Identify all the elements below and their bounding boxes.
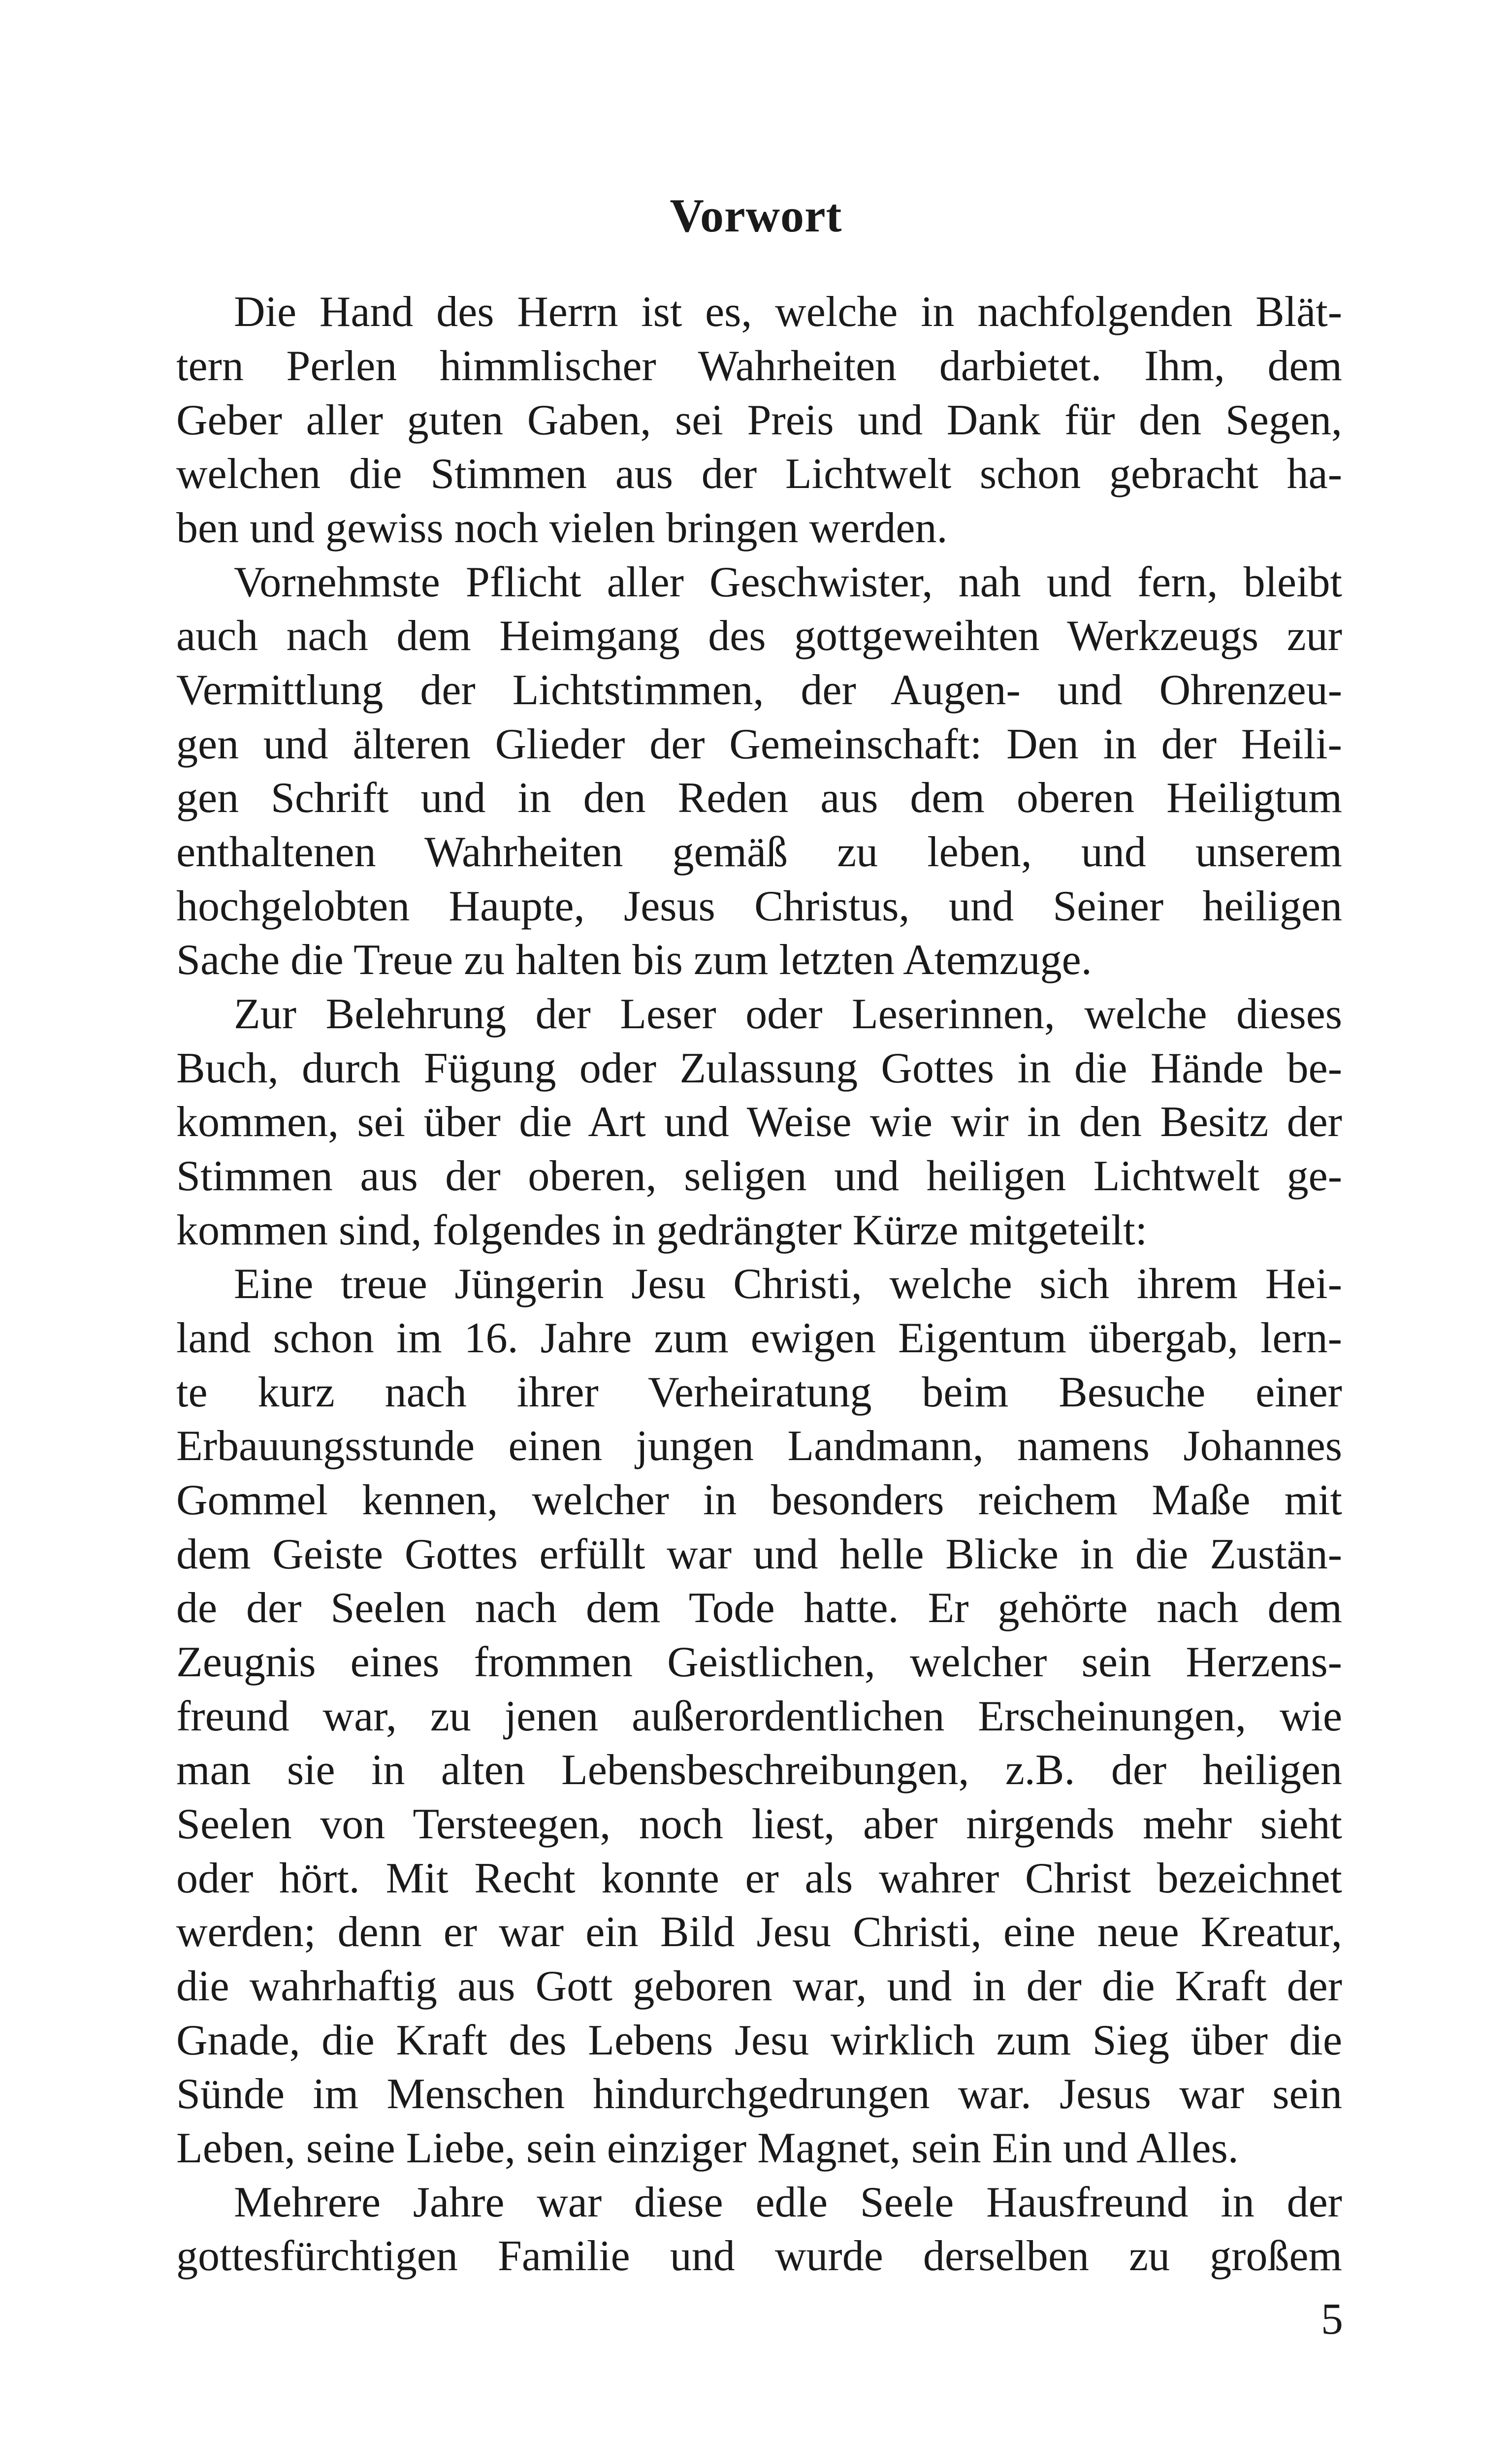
text-line: Eine treue Jüngerin Jesu Christi, welche sich ihrem Hei- (234, 1260, 1342, 1308)
text-line: kommen sind, folgendes in gedrängter Kürze mitgeteilt: (176, 1206, 1148, 1254)
text-line: Buch, durch Fügung oder Zulassung Gottes in die Hände be- (176, 1044, 1342, 1092)
text-line: die wahrhaftig aus Gott geboren war, und in der die Kraft der (176, 1962, 1342, 2010)
text-line: dem Geiste Gottes erfüllt war und helle Blicke in die Zustän- (176, 1531, 1342, 1578)
text-line: Sache die Treue zu halten bis zum letzten Atemzuge. (176, 936, 1092, 984)
text-line: de der Seelen nach dem Tode hatte. Er gehörte nach dem (176, 1584, 1342, 1632)
text-line: gen Schrift und in den Reden aus dem oberen Heiligtum (176, 774, 1342, 822)
text-line: oder hört. Mit Recht konnte er als wahrer Christ bezeichnet (176, 1855, 1342, 1902)
text-line: enthaltenen Wahrheiten gemäß zu leben, und unserem (176, 828, 1342, 876)
text-line: Geber aller guten Gaben, sei Preis und Dank für den Segen, (176, 396, 1342, 444)
text-line: ben und gewiss noch vielen bringen werden. (176, 504, 948, 552)
text-line: freund war, zu jenen außerordentlichen Erscheinungen, wie (176, 1693, 1342, 1740)
text-line: werden; denn er war ein Bild Jesu Christi, eine neue Kreatur, (176, 1908, 1342, 1956)
text-line: Stimmen aus der oberen, seligen und heiligen Lichtwelt ge- (176, 1152, 1342, 1200)
text-line: Gnade, die Kraft des Lebens Jesu wirklich zum Sieg über die (176, 2017, 1342, 2064)
text-line: auch nach dem Heimgang des gottgeweihten Werkzeugs zur (176, 612, 1342, 660)
text-line: te kurz nach ihrer Verheiratung beim Besuche einer (176, 1368, 1342, 1416)
page-title: Vorwort (670, 189, 842, 242)
text-line: Vornehmste Pflicht aller Geschwister, nah und fern, bleibt (234, 558, 1342, 606)
text-line: welchen die Stimmen aus der Lichtwelt schon gebracht ha- (176, 450, 1342, 498)
text-line: Erbauungsstunde einen jungen Landmann, namens Johannes (176, 1422, 1342, 1470)
text-line: Vermittlung der Lichtstimmen, der Augen- und Ohrenzeu- (176, 666, 1342, 714)
text-line: kommen, sei über die Art und Weise wie wir in den Besitz der (176, 1098, 1342, 1146)
text-line: tern Perlen himmlischer Wahrheiten darbietet. Ihm, dem (176, 342, 1342, 390)
text-line: Die Hand des Herrn ist es, welche in nachfolgenden Blät- (234, 288, 1342, 336)
text-line: man sie in alten Lebensbeschreibungen, z.B. der heiligen (176, 1746, 1342, 1794)
text-line: Zur Belehrung der Leser oder Leserinnen, welche dieses (234, 990, 1342, 1038)
text-line: hochgelobten Haupte, Jesus Christus, und Seiner heiligen (176, 882, 1342, 930)
text-line: Sünde im Menschen hindurchgedrungen war. Jesus war sein (176, 2070, 1342, 2118)
text-line: Gommel kennen, welcher in besonders reichem Maße mit (176, 1476, 1342, 1524)
text-line: land schon im 16. Jahre zum ewigen Eigentum übergab, lern- (176, 1314, 1342, 1362)
text-line: Zeugnis eines frommen Geistlichen, welcher sein Herzens- (176, 1638, 1342, 1686)
text-line: Seelen von Tersteegen, noch liest, aber nirgends mehr sieht (176, 1800, 1342, 1848)
text-line: gottesfürchtigen Familie und wurde derselben zu großem (176, 2232, 1342, 2280)
page-number: 5 (1321, 2295, 1343, 2344)
text-line: gen und älteren Glieder der Gemeinschaft: Den in der Heili- (176, 720, 1342, 768)
text-line: Leben, seine Liebe, sein einziger Magnet, sein Ein und Alles. (176, 2124, 1239, 2172)
text-line: Mehrere Jahre war diese edle Seele Hausfreund in der (234, 2179, 1342, 2226)
